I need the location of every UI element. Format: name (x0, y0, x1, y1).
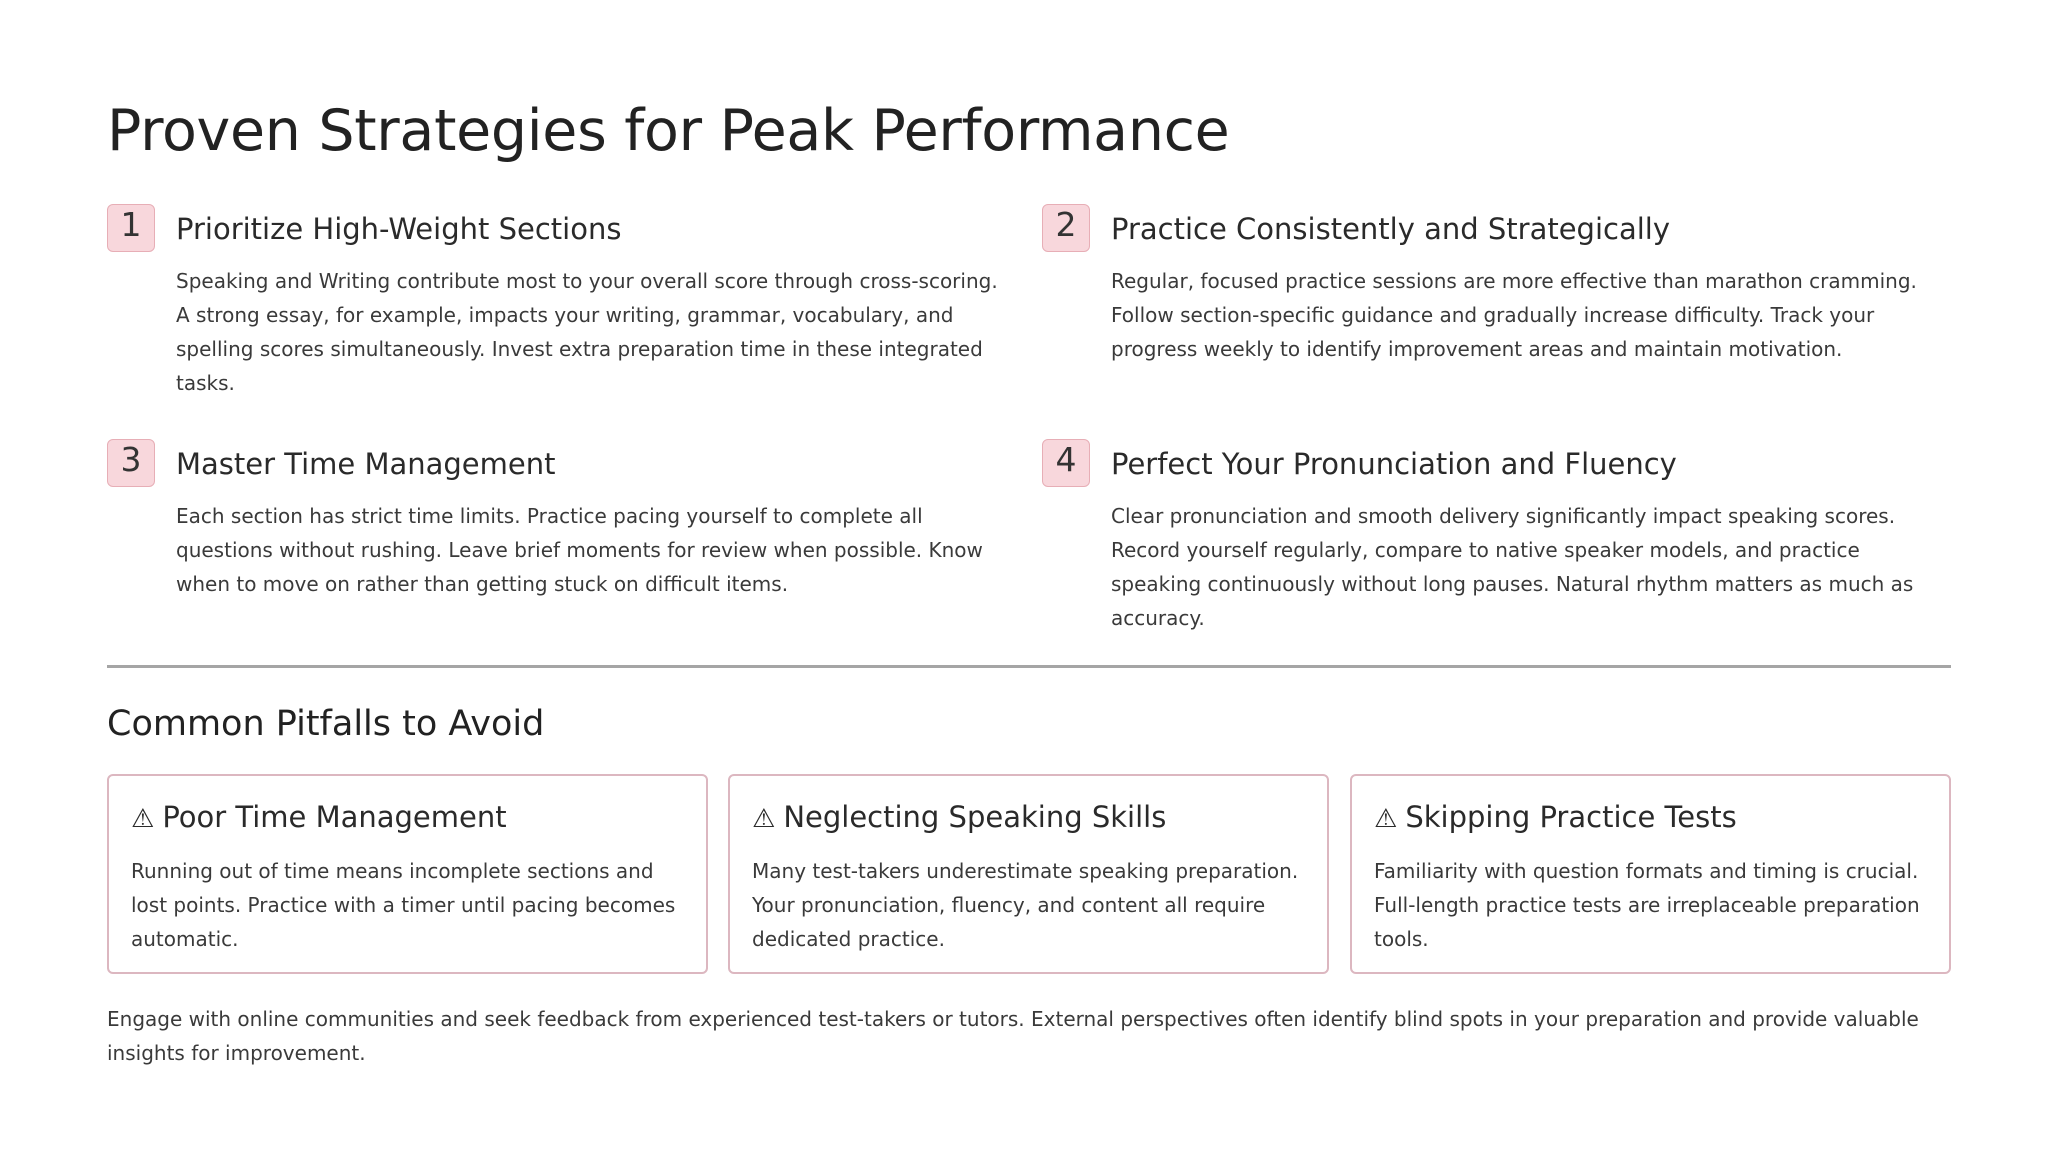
pitfall-heading (752, 800, 1166, 834)
pitfall-heading-text: Skipping Practice Tests (1405, 800, 1737, 834)
pitfall-card (107, 774, 708, 974)
strategy-number-badge: 2 (1042, 204, 1090, 252)
pitfall-cards (107, 774, 1951, 974)
page-title: Proven Strategies for Peak Performance (107, 98, 1230, 164)
strategy-body: Speaking and Writing contribute most to your overall score through cross-scoring. A strong essay, for example, impacts your writing, grammar, vocabulary, and spelling scores simultaneously. Invest extra preparation time in these integrated tasks. (176, 269, 998, 395)
strategy-heading: Prioritize High-Weight Sections (176, 212, 622, 246)
strategy-heading: Perfect Your Pronunciation and Fluency (1111, 447, 1677, 481)
warning-icon: ⚠ (131, 804, 155, 834)
pitfall-heading (131, 800, 507, 834)
strategy-heading: Master Time Management (176, 447, 556, 481)
strategy-body: Each section has strict time limits. Practice pacing yourself to complete all questions without rushing. Leave brief moments for review when possible. Know when to move on rather than getting stuck on difficult items. (176, 504, 983, 596)
footer-note: Engage with online communities and seek feedback from experienced test-takers or tutors. External perspectives often identify blind spots in your preparation and provide valuable insights for improvement. (107, 1007, 1919, 1065)
section-divider (107, 665, 1951, 668)
pitfall-heading-text: Poor Time Management (162, 800, 507, 834)
pitfall-body: Familiarity with question formats and timing is crucial. Full-length practice tests are irreplaceable preparation tools. (1374, 859, 1920, 951)
pitfall-heading (1374, 800, 1737, 834)
pitfall-card (1350, 774, 1951, 974)
strategy-heading: Practice Consistently and Strategically (1111, 212, 1671, 246)
strategy-number-badge: 1 (107, 204, 155, 252)
pitfall-heading-text: Neglecting Speaking Skills (783, 800, 1167, 834)
strategy-number-badge: 4 (1042, 439, 1090, 487)
strategy-body: Clear pronunciation and smooth delivery significantly impact speaking scores. Record yourself regularly, compare to native speaker models, and practice speaking continuously without long pauses. Natural rhythm matters as much as accuracy. (1111, 504, 1914, 630)
pitfall-body: Running out of time means incomplete sections and lost points. Practice with a timer until pacing becomes automatic. (131, 859, 676, 951)
strategy-number-badge: 3 (107, 439, 155, 487)
pitfall-card (728, 774, 1329, 974)
pitfalls-title: Common Pitfalls to Avoid (107, 704, 545, 744)
pitfall-body: Many test-takers underestimate speaking preparation. Your pronunciation, fluency, and content all require dedicated practice. (752, 859, 1299, 951)
warning-icon: ⚠ (752, 804, 776, 834)
strategy-body: Regular, focused practice sessions are more effective than marathon cramming. Follow section-specific guidance and gradually increase difficulty. Track your progress weekly to identify improvement areas and maintain motivation. (1111, 269, 1917, 361)
warning-icon: ⚠ (1374, 804, 1398, 834)
